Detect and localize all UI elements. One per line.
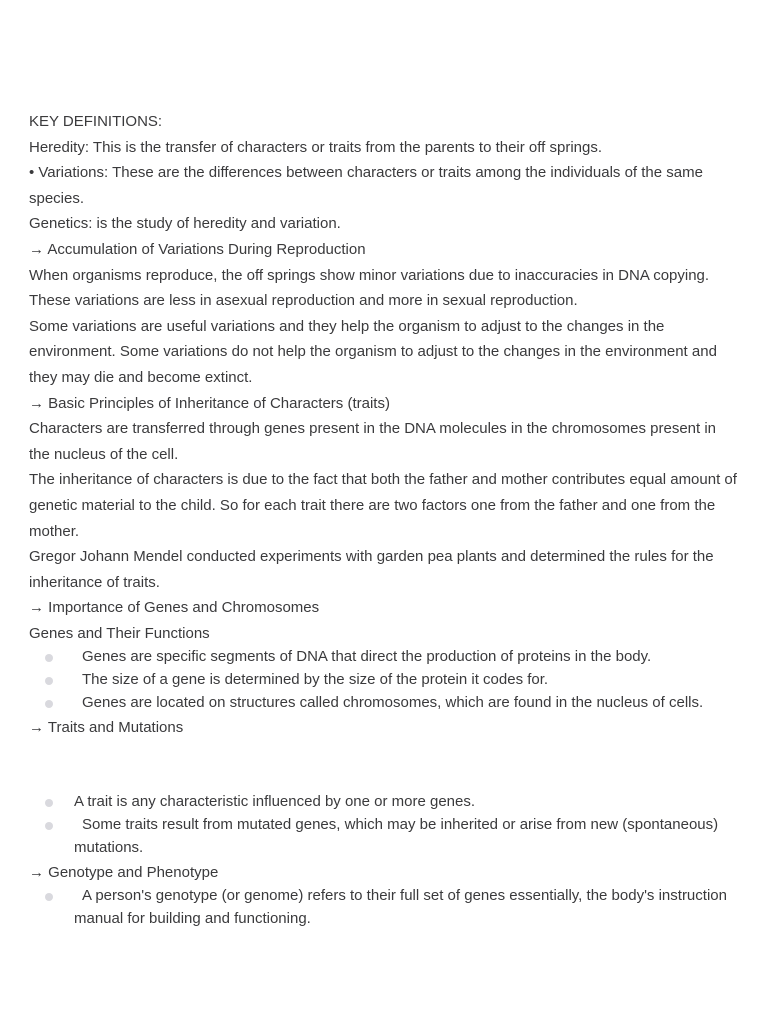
variations-definition: • Variations: These are the differences between characters or traits among the individuals of the same species. <box>29 164 703 207</box>
section-heading-genotype-phenotype: → Genotype and Phenotype <box>29 863 219 881</box>
section-heading-inheritance: → Basic Principles of Inheritance of Characters (traits) <box>29 394 390 412</box>
bullet-dot-icon <box>45 654 53 662</box>
bullet-dot-icon <box>45 799 53 807</box>
list-item <box>29 669 741 692</box>
heredity-definition: Heredity: This is the transfer of characters or traits from the parents to their off springs. <box>29 138 603 156</box>
blank-space <box>29 740 741 791</box>
list-item <box>29 646 741 669</box>
list-item-text: A person's genotype (or genome) refers to their full set of genes essentially, the body's instruction manual for building and functioning. <box>74 887 727 928</box>
paragraph-mendel: Gregor Johann Mendel conducted experiments with garden pea plants and determined the rules for the inheritance of traits. <box>29 548 714 591</box>
subheading-genes-functions: Genes and Their Functions <box>29 624 210 642</box>
genetics-definition: Genetics: is the study of heredity and variation. <box>29 215 341 233</box>
section-heading-genes-chromosomes: → Importance of Genes and Chromosomes <box>29 599 320 617</box>
list-item-text: Genes are specific segments of DNA that direct the production of proteins in the body. <box>82 648 652 666</box>
genes-bullet-list <box>29 646 741 714</box>
traits-bullet-list <box>29 791 741 859</box>
bullet-dot-icon <box>45 893 53 901</box>
list-item-text: Genes are located on structures called chromosomes, which are found in the nucleus of cells. <box>82 694 704 712</box>
genotype-bullet-list <box>29 885 741 931</box>
paragraph-reproduction: When organisms reproduce, the off springs show minor variations due to inaccuracies in DNA copying. These variations are less in asexual reproduction and more in sexual reproduction. <box>29 266 710 310</box>
doc-title: KEY DEFINITIONS: <box>29 113 163 130</box>
bullet-dot-icon <box>45 677 53 685</box>
list-item-text: A trait is any characteristic influenced by one or more genes. <box>74 793 476 811</box>
list-item <box>29 814 741 860</box>
section-heading-traits-mutations: → Traits and Mutations <box>29 718 184 736</box>
list-item <box>29 692 741 715</box>
list-item-text: Some traits result from mutated genes, which may be inherited or arise from new (spontaneous) mutations. <box>74 816 719 857</box>
section-heading-accumulation: → Accumulation of Variations During Reproduction <box>29 240 366 258</box>
document-body <box>29 109 741 931</box>
bullet-dot-icon <box>45 822 53 830</box>
list-item-text: The size of a gene is determined by the size of the protein it codes for. <box>82 671 549 689</box>
paragraph-inheritance-factors: The inheritance of characters is due to the fact that both the father and mother contributes equal amount of genetic material to the child. So for each trait there are two factors one from the father and one from the mother. <box>29 471 737 540</box>
bullet-dot-icon <box>45 700 53 708</box>
list-item <box>29 791 741 814</box>
paragraph-useful-variations: Some variations are useful variations and they help the organism to adjust to the changes in the environment. Some variations do not help the organism to adjust to the changes in the environment and they may die and become extinct. <box>29 317 717 386</box>
list-item <box>29 885 741 931</box>
paragraph-characters-transfer: Characters are transferred through genes present in the DNA molecules in the chromosomes present in the nucleus of the cell. <box>29 420 717 463</box>
